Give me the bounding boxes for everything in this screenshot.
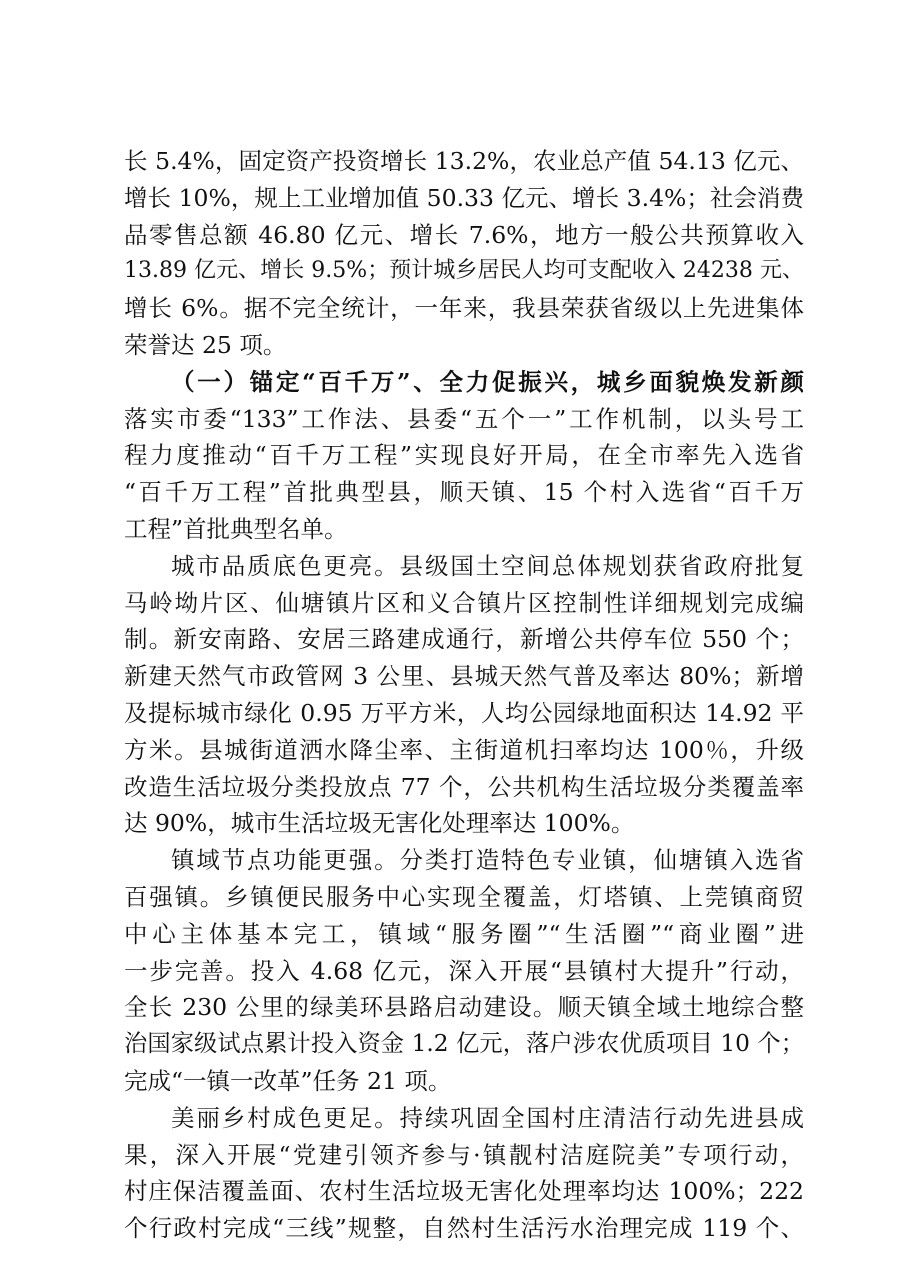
text-line: 村庄保洁覆盖面、农村生活垃圾无害化处理率均达 100%；222 xyxy=(124,1177,804,1206)
text-line: 百强镇。乡镇便民服务中心实现全覆盖，灯塔镇、上莞镇商贸 xyxy=(124,882,804,911)
text-line: 马岭坳片区、仙塘镇片区和义合镇片区控制性详细规划完成编 xyxy=(124,588,804,617)
paragraph-city-quality xyxy=(124,548,804,842)
text-line: 美丽乡村成色更足。持续巩固全国村庄清洁行动先进县成 xyxy=(171,1103,804,1132)
text-line: 新建天然气市政管网 3 公里、县城天然气普及率达 80%；新增 xyxy=(124,662,804,691)
paragraph-rural-beauty xyxy=(124,1100,804,1247)
paragraph-economic-summary xyxy=(124,143,804,364)
text-line: 制。新安南路、安居三路建成通行，新增公共停车位 550 个； xyxy=(124,625,804,654)
paragraph-town-nodes xyxy=(124,842,804,1100)
text-line: 工程”首批典型名单。 xyxy=(124,514,348,543)
text-line: “百千万工程”首批典型县，顺天镇、15 个村入选省“百千万 xyxy=(124,478,804,507)
text-line: 果，深入开展“党建引领齐参与·镇靓村洁庭院美”专项行动， xyxy=(124,1140,804,1169)
text-line: 全长 230 公里的绿美环县路启动建设。顺天镇全域土地综合整 xyxy=(124,993,804,1022)
text-line: 城市品质底色更亮。县级国土空间总体规划获省政府批复 xyxy=(171,551,804,580)
text-line: 一步完善。投入 4.68 亿元，深入开展“县镇村大提升”行动， xyxy=(124,956,804,985)
text-line: 程力度推动“百千万工程”实现良好开局，在全市率先入选省 xyxy=(124,441,804,470)
section-heading: （一）锚定“百千万”、全力促振兴，城乡面貌焕发新颜 xyxy=(171,367,804,396)
text-line: 长 5.4%，固定资产投资增长 13.2%，农业总产值 54.13 亿元、 xyxy=(124,147,804,175)
text-line: 中心主体基本完工，镇域“服务圈”“生活圈”“商业圈”进 xyxy=(124,919,804,948)
text-line: 荣誉达 25 项。 xyxy=(124,330,287,359)
text-line: 增长 10%，规上工业增加值 50.33 亿元、增长 3.4%；社会消费 xyxy=(124,183,804,212)
paragraph-section-one xyxy=(124,364,804,548)
text-line: 改造生活垃圾分类投放点 77 个，公共机构生活垃圾分类覆盖率 xyxy=(124,772,804,801)
document-body xyxy=(124,143,804,1247)
text-line: 品零售总额 46.80 亿元、增长 7.6%，地方一般公共预算收入 xyxy=(124,220,804,249)
text-line: 完成“一镇一改革”任务 21 项。 xyxy=(124,1066,452,1095)
text-line: 13.89 亿元、增长 9.5%；预计城乡居民人均可支配收入 24238 元、 xyxy=(124,258,804,284)
text-line: 治国家级试点累计投入资金 1.2 亿元，落户涉农优质项目 10 个； xyxy=(124,1030,804,1058)
text-line: 镇域节点功能更强。分类打造特色专业镇，仙塘镇入选省 xyxy=(171,846,804,875)
text-line: 方米。县城街道洒水降尘率、主街道机扫率均达 100％，升级 xyxy=(124,735,804,764)
text-line: 落实市委“133”工作法、县委“五个一”工作机制，以头号工 xyxy=(124,404,804,433)
text-line: 增长 6%。据不完全统计，一年来，我县荣获省级以上先进集体 xyxy=(124,294,804,323)
text-line: 及提标城市绿化 0.95 万平方米，人均公园绿地面积达 14.92 平 xyxy=(124,698,804,727)
text-line: 个行政村完成“三线”规整，自然村生活污水治理完成 119 个、 xyxy=(124,1214,804,1243)
text-line: 达 90%，城市生活垃圾无害化处理率达 100%。 xyxy=(124,809,635,838)
